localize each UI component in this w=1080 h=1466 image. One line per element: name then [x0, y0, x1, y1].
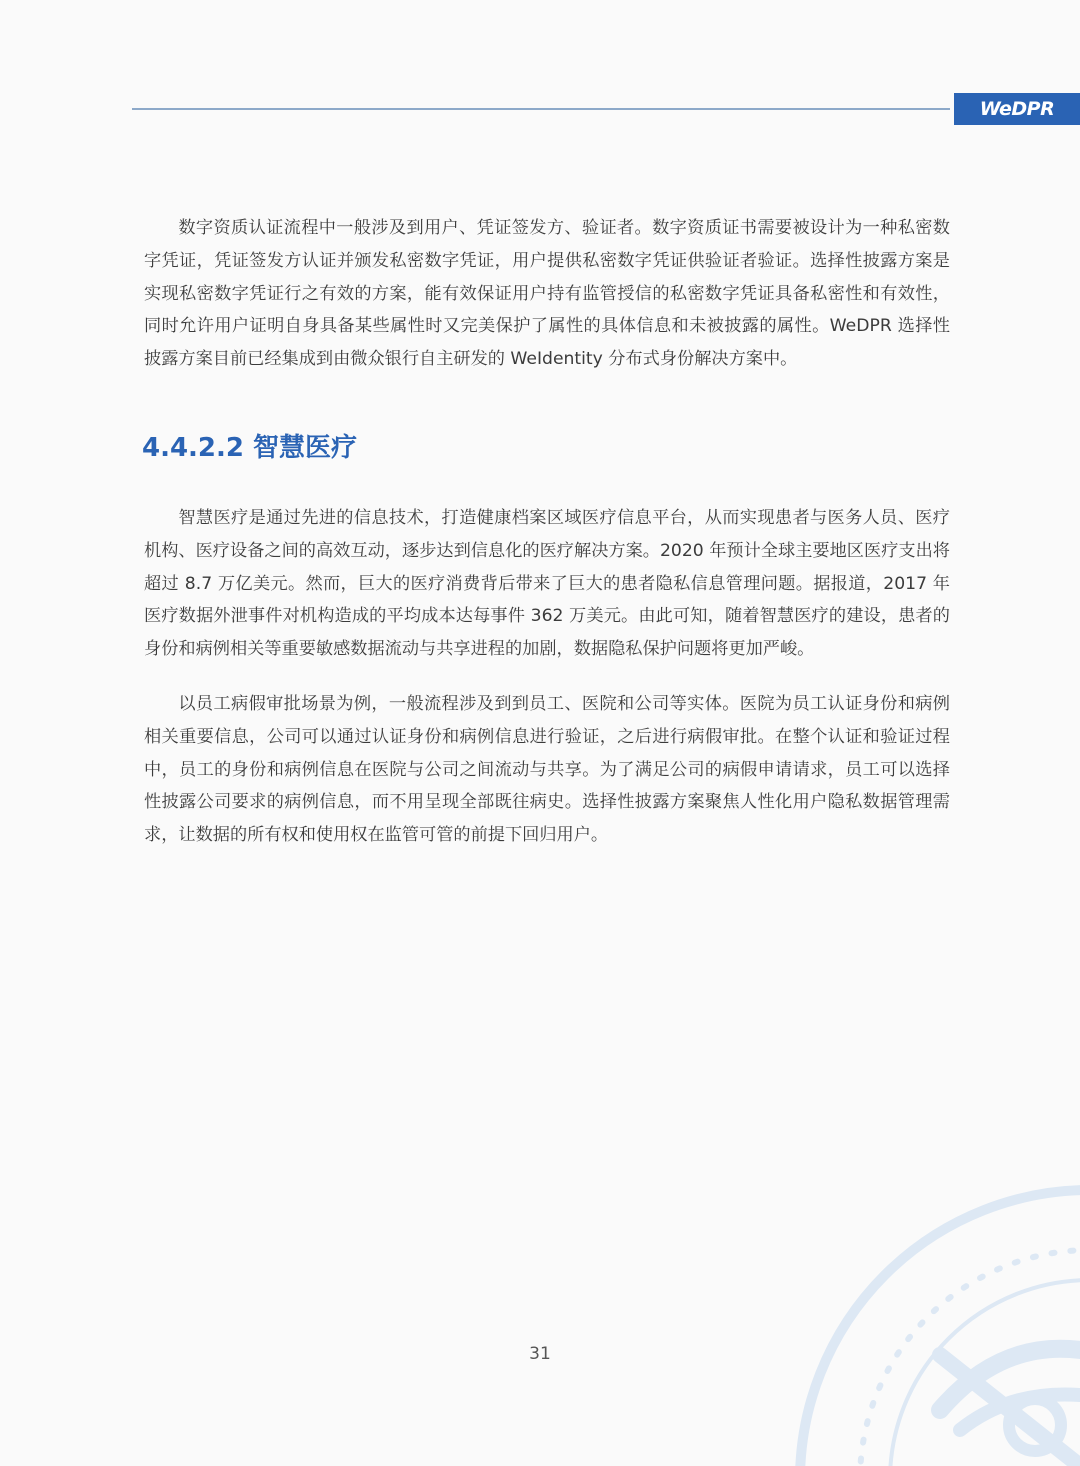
- body-paragraph-2: 智慧医疗是通过先进的信息技术，打造健康档案区域医疗信息平台，从而实现患者与医务人员、医疗机构、医疗设备之间的高效互动，逐步达到信息化的医疗解决方案。2020 年预计全球主要地区医疗支出将超过 8.7 万亿美元。然而，巨大的医疗消费背后带来了巨大的患者隐私信息管理问题。据报道，2017 年医疗数据外泄事件对机构造成的平均成本达每事件 362 万美元。由此可知，随着智慧医疗的建设，患者的身份和病例相关等重要敏感数据流动与共享进程的加剧，数据隐私保护问题将更加严峻。: [144, 507, 950, 660]
- brand-tab: [954, 93, 1080, 125]
- privacy-eye-watermark-icon: [790, 1180, 1080, 1466]
- body-paragraph-3: 以员工病假审批场景为例，一般流程涉及到到员工、医院和公司等实体。医院为员工认证身份和病例相关重要信息，公司可以通过认证身份和病例信息进行验证，之后进行病假审批。在整个认证和验证过程中，员工的身份和病例信息在医院与公司之间流动与共享。为了满足公司的病假申请请求，员工可以选择性披露公司要求的病例信息，而不用呈现全部既往病史。选择性披露方案聚焦人性化用户隐私数据管理需求，让数据的所有权和使用权在监管可管的前提下回归用户。: [144, 693, 950, 846]
- section-heading: 4.4.2.2 智慧医疗: [142, 432, 358, 463]
- body-paragraph-1: 数字资质认证流程中一般涉及到用户、凭证签发方、验证者。数字资质证书需要被设计为一种私密数字凭证，凭证签发方认证并颁发私密数字凭证，用户提供私密数字凭证供验证者验证。选择性披露方案是实现私密数字凭证行之有效的方案，能有效保证用户持有监管授信的私密数字凭证具备私密性和有效性，同时允许用户证明自身具备某些属性时又完美保护了属性的具体信息和未被披露的属性。WeDPR 选择性披露方案目前已经集成到由微众银行自主研发的 WeIdentity 分布式身份解决方案中。: [144, 218, 950, 370]
- main-content: [144, 212, 950, 852]
- page-number: 31: [529, 1344, 551, 1364]
- header-rule: [132, 108, 950, 110]
- brand-logo-text: WeDPR: [979, 98, 1055, 120]
